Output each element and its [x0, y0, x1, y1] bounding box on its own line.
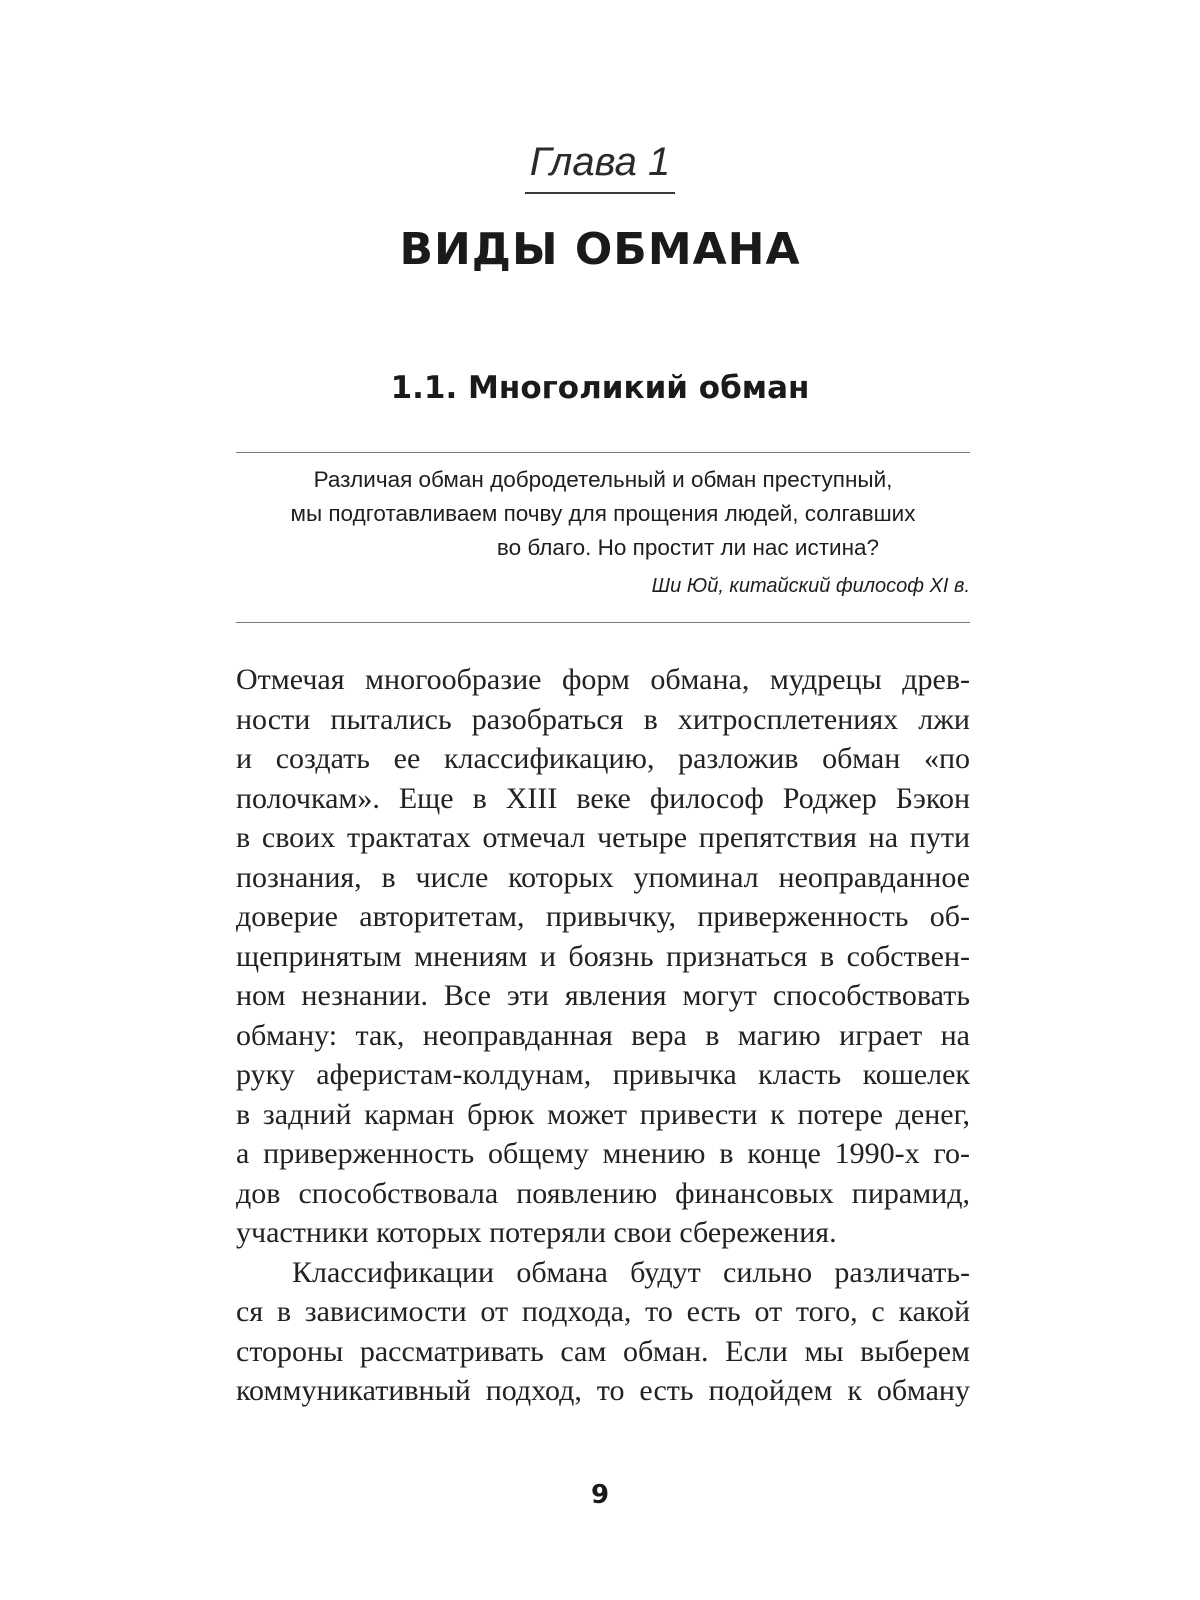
section-title: 1.1. Многоликий обман — [390, 370, 810, 406]
epigraph-top-rule — [236, 452, 970, 453]
text-line: руку аферистам-колдунам, привычка класть кошелек — [236, 1058, 970, 1091]
text-line: ся в зависимости от подхода, то есть от того, с какой — [236, 1295, 970, 1328]
text-line: Отмечая многообразие форм обмана, мудрецы древ- — [236, 663, 970, 696]
chapter-underline — [525, 192, 675, 194]
text-line: и создать ее классификацию, разложив обман «по — [236, 742, 970, 775]
epigraph-line: во благо. Но простит ли нас истина? — [496, 535, 880, 560]
chapter-label: Глава 1 — [529, 140, 671, 184]
text-line: полочкам». Еще в XIII веке философ Роджер Бэкон — [236, 781, 970, 815]
epigraph-line: мы подготавливаем почву для прощения людей, солгавших — [290, 501, 916, 526]
text-line: а приверженность общему мнению в конце 1990-х го- — [236, 1137, 970, 1170]
text-line: дов способствовала появлению финансовых пирамид, — [236, 1176, 970, 1210]
epigraph — [236, 463, 970, 603]
paragraph-1 — [236, 660, 970, 1253]
page-number: 9 — [590, 1480, 610, 1510]
text-line: в своих трактатах отмечал четыре препятствия на пути — [236, 821, 970, 854]
epigraph-author: Ши Юй, китайский философ XI в. — [651, 575, 970, 597]
chapter-title: ВИДЫ ОБМАНА — [399, 224, 801, 275]
body-text — [236, 660, 970, 1411]
text-line: ности пытались разобраться в хитросплетениях лжи — [236, 702, 970, 736]
text-line: Классификации обмана будут сильно различать- — [292, 1255, 970, 1289]
text-line: щепринятым мнениям и боязнь признаться в собствен- — [236, 939, 970, 973]
paragraph-2 — [236, 1253, 970, 1411]
text-line: обману: так, неоправданная вера в магию играет на — [236, 1018, 970, 1052]
epigraph-bottom-rule — [236, 622, 970, 623]
text-line: в задний карман брюк может привести к потере денег, — [236, 1097, 970, 1131]
text-line: познания, в числе которых упоминал неоправданное — [236, 860, 970, 894]
text-line: стороны рассматривать сам обман. Если мы выберем — [236, 1334, 970, 1368]
epigraph-line: Различая обман добродетельный и обман преступный, — [313, 467, 893, 492]
text-line: доверие авторитетам, привычку, приверженность об- — [236, 900, 970, 933]
text-line: коммуникативный подход, то есть подойдем к обману — [236, 1374, 970, 1407]
text-line: участники которых потеряли свои сбережения. — [236, 1216, 837, 1249]
text-line: ном незнании. Все эти явления могут способствовать — [236, 979, 970, 1012]
